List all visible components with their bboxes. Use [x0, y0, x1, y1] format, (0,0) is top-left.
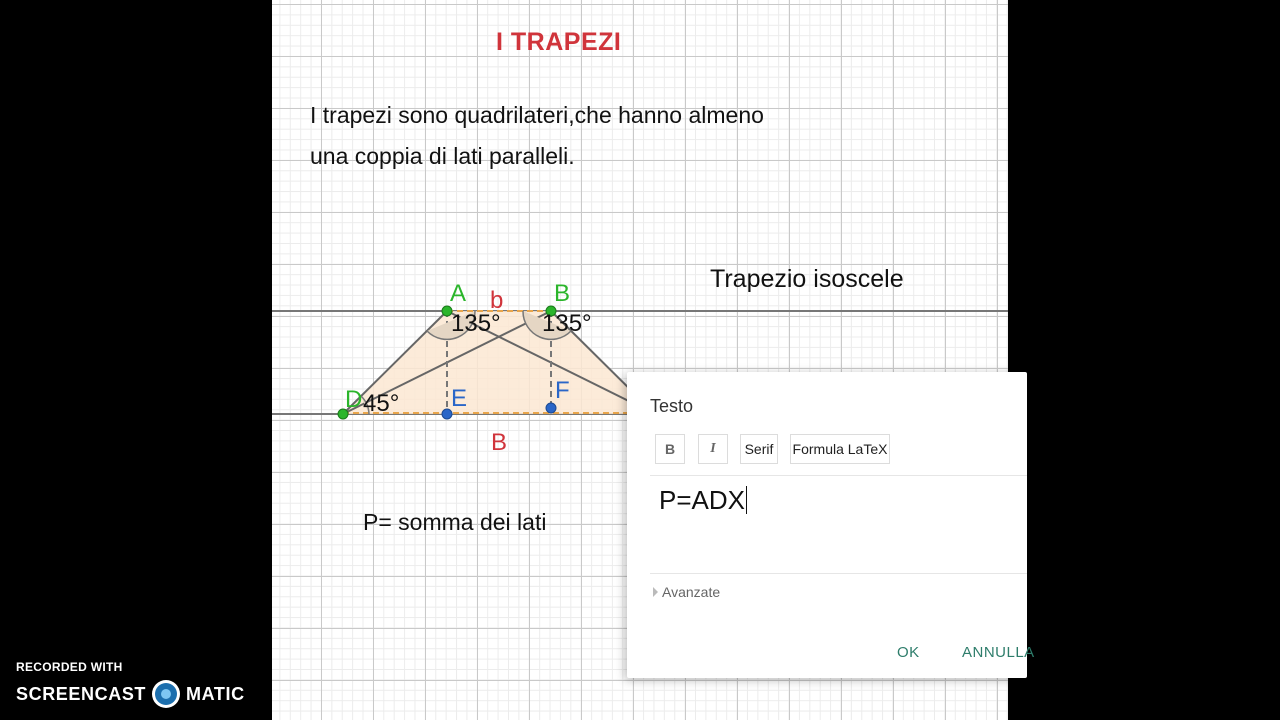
italic-button[interactable]: I: [698, 434, 728, 464]
chevron-right-icon: [653, 587, 658, 597]
screencast-logo-icon: [152, 680, 180, 708]
watermark-brand-right: MATIC: [186, 683, 245, 704]
point-f[interactable]: [546, 403, 556, 413]
description-line-2: una coppia di lati paralleli.: [310, 143, 575, 169]
label-a: A: [450, 280, 467, 307]
serif-button[interactable]: Serif: [740, 434, 778, 464]
latex-formula-button[interactable]: Formula LaTeX: [790, 434, 890, 464]
bold-button[interactable]: B: [655, 434, 685, 464]
label-d: D: [345, 386, 363, 413]
screencast-watermark: [16, 660, 245, 708]
editor-value: P=ADX: [659, 485, 745, 515]
label-f: F: [555, 377, 570, 404]
text-dialog: [627, 372, 1035, 678]
ok-button[interactable]: OK: [897, 644, 920, 661]
watermark-recorded-with: RECORDED WITH: [16, 660, 123, 674]
text-caret: [746, 486, 747, 514]
advanced-label: Avanzate: [662, 584, 721, 600]
cancel-button[interactable]: ANNULLA: [962, 644, 1035, 661]
label-side-b-large: B: [491, 429, 508, 456]
angle-label-b: 135°: [542, 310, 592, 337]
text-editor[interactable]: [650, 475, 1027, 574]
label-e: E: [451, 385, 468, 412]
description-line-1: I trapezi sono quadrilateri,che hanno almeno: [310, 102, 764, 128]
label-b: B: [554, 280, 571, 307]
advanced-toggle[interactable]: [653, 584, 720, 600]
page-title: I TRAPEZI: [496, 28, 622, 56]
angle-label-a: 135°: [451, 310, 501, 337]
figure-caption: Trapezio isoscele: [710, 265, 904, 293]
angle-label-d: 45°: [363, 390, 400, 417]
label-side-b-small: b: [490, 287, 504, 314]
dialog-title: Testo: [650, 396, 694, 416]
watermark-brand-left: SCREENCAST: [16, 683, 147, 704]
perimeter-formula: P= somma dei lati: [363, 509, 547, 535]
